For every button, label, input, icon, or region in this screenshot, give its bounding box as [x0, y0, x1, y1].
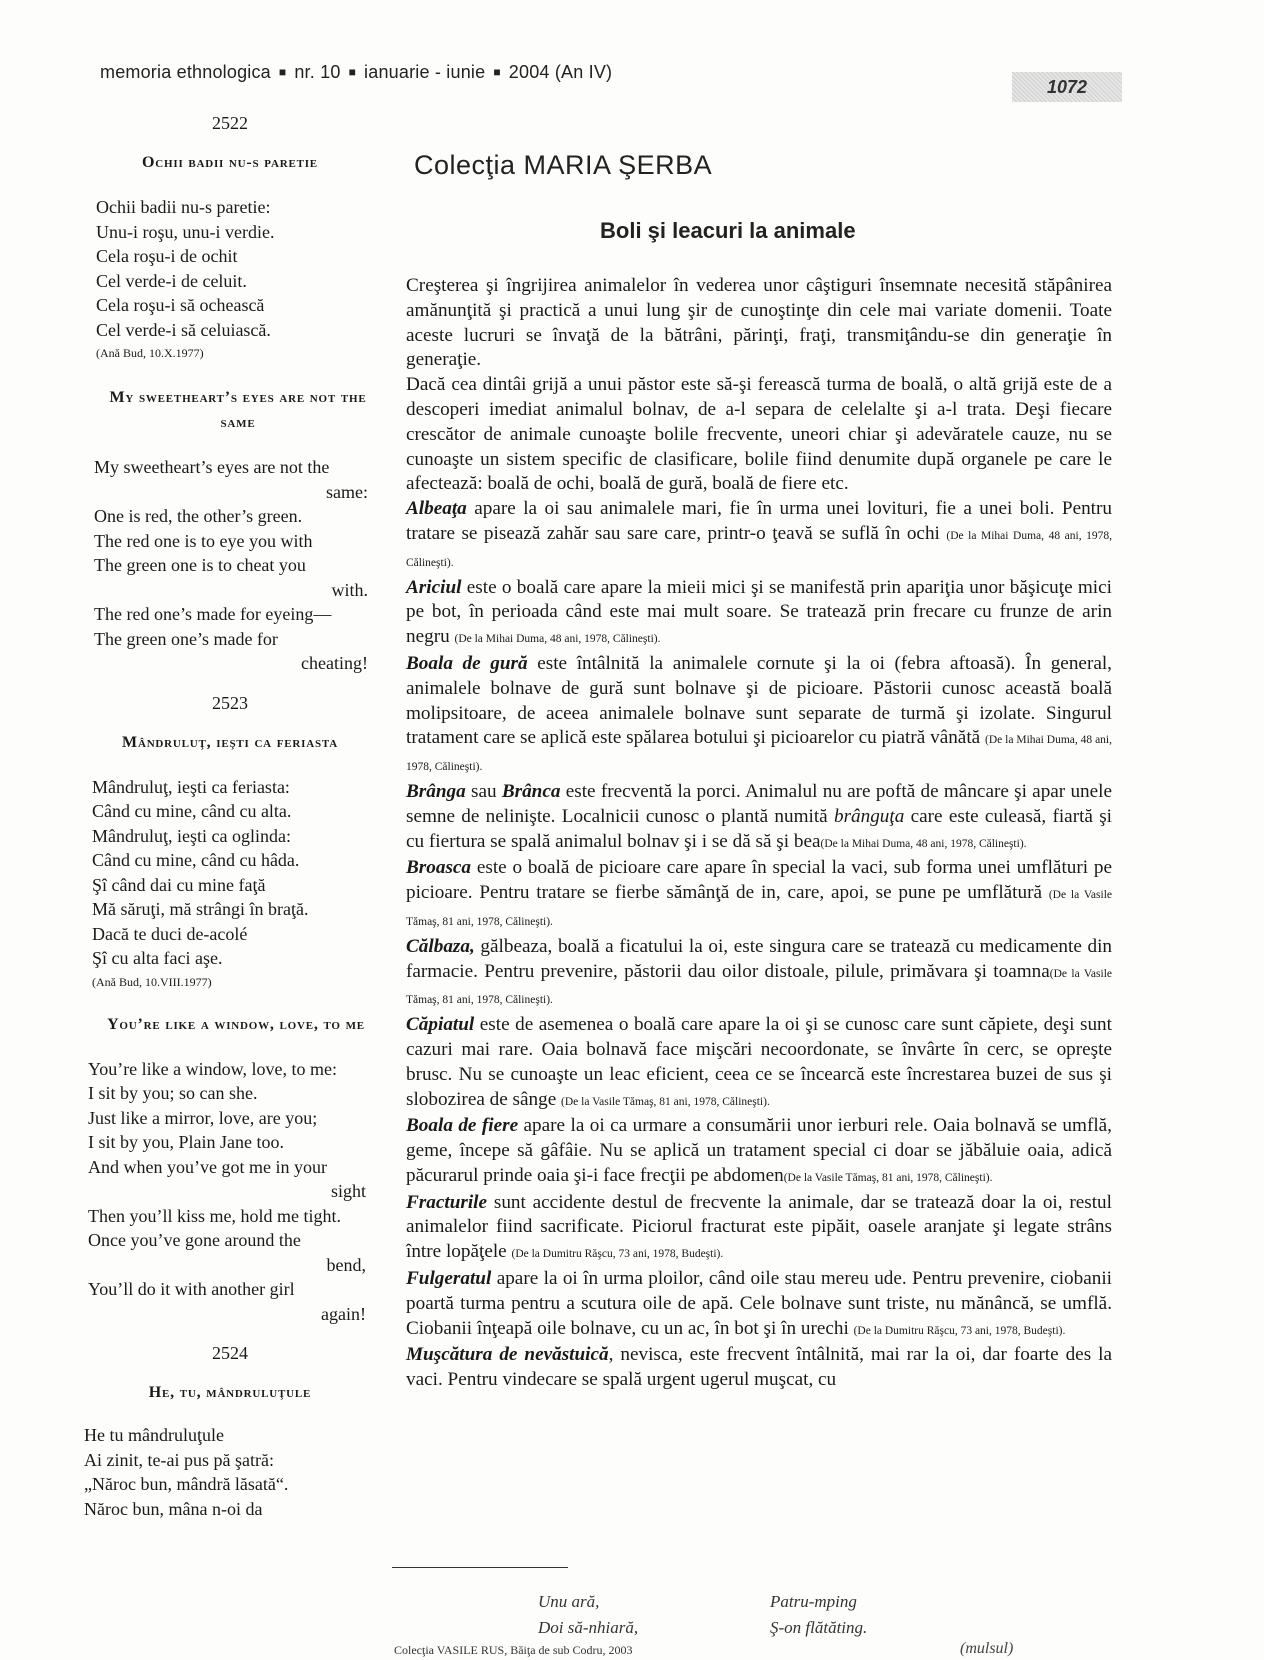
- poem-line: Cela roşu-i de ochit: [96, 246, 238, 266]
- entry-text: care este culeasă, fiartă şi cu fiertura se spală animalul bolnav şi i se dă să şi bea: [406, 805, 1113, 852]
- entry-term: Boala de gură: [406, 652, 528, 674]
- poem-line: cheating!: [301, 653, 368, 673]
- footnote-divider: [392, 1567, 568, 1568]
- entry-fracturile: [406, 1191, 1112, 1267]
- entry-text: este o boală de picioare care apare în special la vaci, sub forma unei umflături pe picioare. Pentru tratare se fierbe sămânţă de in, care, apoi, se pune pe umflătură: [406, 857, 1112, 904]
- entry-term: Broasca: [406, 857, 472, 879]
- entry-term: Muşcătura de nevăstuică: [406, 1344, 609, 1366]
- entry-term: Albeaţa: [406, 498, 467, 520]
- page-number: 1072: [1012, 72, 1122, 102]
- poem-number: 2522: [212, 113, 248, 133]
- poem-line: The red one’s made for eyeing—: [94, 604, 332, 624]
- entry-branga: [406, 780, 1112, 856]
- poem-line: Mândruluţ, ieşti ca oglinda:: [92, 825, 291, 846]
- poem-lines: [80, 1423, 380, 1521]
- entry-source: (De la Mihai Duma, 48 ani, 1978, Călineşti).: [454, 633, 661, 646]
- entry-text: sunt accidente destul de frecvente la animale, dar se tratează doar la oi, restul animalelor fiind sacrificate. Piciorul fracturat este pipăit, oasele aranjate şi legate strâns între lopăţele: [406, 1191, 1112, 1263]
- poem-line: Ochii badii nu-s paretie:: [96, 197, 271, 217]
- poem-line: bend,: [326, 1254, 366, 1275]
- poem-line: Mă săruţi, mă strângi în braţă.: [92, 899, 309, 919]
- poem-line: Mândruluţ, ieşti ca feriasta:: [92, 776, 290, 797]
- collection-title: Colecţia MARIA ŞERBA: [414, 150, 713, 180]
- poem-line: Când cu mine, când cu hâda.: [92, 850, 300, 870]
- poem-line: Just like a mirror, love, are you;: [88, 1107, 318, 1128]
- entry-calbaza: [406, 935, 1112, 1013]
- entry-source: (De la Vasile Tămaş, 81 ani, 1978, Călineşti).: [561, 1095, 770, 1108]
- entry-text: , nevisca, este frecvent întâlnită, mai rar la oi, dar foarte des la vaci. Pentru vindecare se spală urgent ugerul muşcat, cu: [406, 1344, 1112, 1391]
- entry-term: Brânca: [501, 780, 561, 802]
- entry-source: (De la Mihai Duma, 48 ani, 1978, Călineşti).: [406, 529, 1112, 569]
- entry-text: este o boală care apare la mieii mici şi se manifestă prin apariţia unor băşicuţe mici pe bot, în perioada când este mai mult soare. Se tratează prin frecare cu frunze de arin negru: [406, 576, 1112, 648]
- poem-line: The green one’s made for: [94, 628, 278, 649]
- entry-source: (De la Vasile Tămaş, 81 ani, 1978, Călineşti).: [406, 967, 1112, 1007]
- running-header: [100, 62, 612, 83]
- poem-line: You’ll do it with another girl: [88, 1279, 295, 1299]
- poem-line: same:: [326, 481, 368, 502]
- poem-line: My sweetheart’s eyes are not the: [94, 457, 330, 477]
- entry-text: apare la oi ca urmare a consumării unor ierburi rele. Oaia bolnavă se umflă, geme, începe să gâfâie. Nu se aplică un tratament special ci doar se jăbăluie oaia, adică păcurarul prinde oaia şi-i face frecţii pe abdomen: [406, 1115, 1112, 1186]
- footnote-answer: (mulsul): [960, 1640, 1014, 1657]
- poem-line: „Năroc bun, mândră lăsată“.: [84, 1474, 289, 1494]
- entry-broasca: [406, 856, 1112, 934]
- poem-line: Once you’ve gone around the: [88, 1230, 301, 1250]
- entry-text: apare la oi sau animalele mari, fie în urma unei lovituri, fie a unei boli. Pentru tratare se pisează zahăr sau sare care, printr-o ţeavă se suflă în ochi: [406, 498, 1112, 544]
- poem-line: I sit by you; so can she.: [88, 1083, 258, 1103]
- paragraph: Dacă cea dintâi grijă a unui păstor este să-şi ferească turma de boală, o altă grijă este de a descoperi imediat animalul bolnav, de a-l separa de celelalte şi a-l trata. Deşi fiecare crescător de animale cunoaşte bolile frecvente, uneori chiar şi adevăratele cauze, nu se cunoaşte un sistem specific de clasificare, bolile fiind denumite după organele pe care le afectează: boală de ochi, boală de gură, boală de fiere etc.: [406, 374, 1112, 495]
- poem-number: 2523: [212, 692, 248, 713]
- article-title: Boli şi leacuri la animale: [600, 218, 856, 243]
- entry-source: (De la Dumitru Răşcu, 73 ani, 1978, Budeşti).: [853, 1324, 1066, 1337]
- poem-line: You’re like a window, love, to me:: [88, 1058, 337, 1079]
- entry-boala-de-gura: [406, 652, 1112, 780]
- entry-capiatul: [406, 1013, 1112, 1114]
- poem-line: Unu-i roşu, unu-i verdie.: [96, 221, 275, 242]
- entry-source: (De la Vasile Tămaş, 81 ani, 1978, Călineşti).: [406, 889, 1112, 928]
- footnote-riddle-left: [538, 1589, 638, 1641]
- issue-number: nr. 10: [294, 62, 341, 82]
- poem-line: Then you’ll kiss me, hold me tight.: [88, 1205, 341, 1226]
- entry-source: (De la Dumitru Răşcu, 73 ani, 1978, Budeşti).: [511, 1248, 724, 1261]
- entry-term: Boala de fiere: [406, 1115, 519, 1137]
- poem-line: And when you’ve got me in your: [88, 1156, 327, 1177]
- riddle-line: Unu ară,: [538, 1592, 600, 1611]
- footnote-riddle-right: [770, 1589, 867, 1641]
- poem-source: (Ană Bud, 10.X.1977): [96, 346, 204, 360]
- entry-text: gălbeaza, boală a ficatului la oi, este singura care se tratează cu medicamente din farmacie. Pentru prevenire, păstorii dau oilor distoale, pilule, primăvara şi toamna: [406, 935, 1112, 982]
- poem-line: He tu mândruluţule: [84, 1425, 224, 1445]
- footnote-source: Colecţia VASILE RUS, Băiţa de sub Codru, 2003: [394, 1643, 633, 1657]
- entry-term: Fracturile: [406, 1191, 488, 1213]
- riddle-line: Ş-on flătăting.: [770, 1618, 868, 1637]
- poem-source: (Ană Bud, 10.VIII.1977): [92, 974, 212, 989]
- poem-line: Cela roşu-i să ochească: [96, 295, 265, 315]
- poem-translation-lines: [80, 1057, 380, 1327]
- poem-title: He, tu, mândruluţule: [148, 1384, 312, 1401]
- entry-term: Ariciul: [406, 576, 462, 598]
- entry-ariciul: [406, 576, 1112, 652]
- plant-name: brânguţa: [833, 805, 905, 827]
- entry-fulgeratul: [406, 1267, 1112, 1343]
- riddle-line: Patru-mping: [770, 1592, 857, 1611]
- poem-line: again!: [321, 1303, 366, 1324]
- entry-muscatura: [406, 1343, 1112, 1393]
- paragraph: Creşterea şi îngrijirea animalelor în vederea unor câştiguri însemnate necesită stăpânirea amănunţită şi practică a unui lung şir de cunoştinţe din cele mai variate domenii. Toate aceste lucruri se învaţă de la bătrâni, părinţi, fraţi, transmiţându-se din generaţie în generaţie.: [406, 275, 1112, 371]
- entry-albeata: [406, 497, 1112, 575]
- poem-line: The green one is to cheat you: [94, 555, 306, 575]
- poem-line: I sit by you, Plain Jane too.: [88, 1132, 284, 1152]
- issue-period: ianuarie - iunie: [364, 62, 486, 82]
- poem-line: The red one is to eye you with: [94, 530, 313, 551]
- poem-line: Cel verde-i de celuit.: [96, 270, 247, 291]
- poem-lines: [80, 775, 380, 971]
- entry-term: Călbaza,: [406, 935, 475, 957]
- poems-column: [80, 110, 380, 1521]
- poem-line: Năroc bun, mâna n-oi da: [84, 1498, 263, 1519]
- poem-line: with.: [331, 579, 368, 600]
- journal-name: memoria ethnologica: [100, 62, 271, 82]
- poem-line: Când cu mine, când cu alta.: [92, 801, 292, 821]
- entry-text: este întâlnită la animalele cornute şi la oi (febra aftoasă). În general, animalele bolnave de gură sunt bolnave şi de picioare. Păstorii cunosc această boală molipsitoare, de aceea animalele bolnave sunt separate de turmă şi izolate. Singurul tratament care se aplică este spălarea botului şi picioarelor cu piatră vânătă: [406, 652, 1112, 749]
- separator-icon: ■: [493, 65, 501, 79]
- poem-title-translation: You’re like a window, love, to me: [107, 1015, 365, 1033]
- riddle-line: Doi să-nhiară,: [538, 1618, 639, 1637]
- poem-title: Mândruluţ, ieşti ca feriasta: [122, 733, 338, 751]
- poem-line: Şî cu alta faci aşe.: [92, 948, 223, 968]
- poem-line: sight: [330, 1181, 366, 1201]
- poem-line: One is red, the other’s green.: [94, 506, 303, 526]
- separator-icon: ■: [278, 65, 287, 79]
- poem-lines: [80, 195, 380, 342]
- article-body: [406, 274, 1112, 1393]
- entry-term: Fulgeratul: [406, 1268, 492, 1290]
- poem-title-translation: My sweetheart’s eyes are not the same: [109, 389, 367, 431]
- entry-text: este frecventă la porci. Animalul nu are poftă de mâncare şi apar unele semne de nelinişte. Localnicii cunosc o plantă numită: [406, 780, 1113, 827]
- separator-icon: ■: [348, 65, 357, 79]
- entry-source: (De la Mihai Duma, 48 ani, 1978, Călineşti).: [820, 837, 1027, 850]
- poem-title: Ochii badii nu-s paretie: [142, 154, 318, 171]
- poem-translation-lines: [80, 455, 380, 676]
- entry-source: (De la Vasile Tămaş, 81 ani, 1978, Călineşti).: [783, 1171, 993, 1184]
- entry-source: (De la Mihai Duma, 48 ani, 1978, Călineşti).: [406, 734, 1112, 774]
- entry-term: Brânga: [406, 780, 466, 802]
- poem-line: Cel verde-i să celuiască.: [96, 319, 271, 340]
- entry-text: apare la oi în urma ploilor, când oile stau mereu ude. Pentru prevenire, ciobanii poartă turma pentru a scutura oile de apă. Cele bolnave sunt triste, nu mănâncă, se umflă. Ciobanii înţeapă oile bolnave, cu un ac, în bot şi în urechi: [406, 1268, 1112, 1339]
- poem-number: 2524: [212, 1343, 248, 1363]
- entry-text: sau: [465, 780, 502, 802]
- poem-line: Şî când dai cu mine faţă: [92, 874, 266, 895]
- entry-term: Căpiatul: [406, 1014, 475, 1036]
- poem-line: Dacă te duci de-acolé: [92, 923, 248, 944]
- entry-text: este de asemenea o boală care apare la oi şi se cunosc care sunt căpiete, deşi sunt cazuri mai rare. Oaia bolnavă face mişcări necoordonate, se învârte în cerc, se opreşte brusc. Nu se cunoaşte un leac eficient, ceea ce se încearcă este încrestarea buzei de sus şi slobozirea de sânge: [406, 1014, 1112, 1110]
- issue-year: 2004 (An IV): [508, 62, 613, 82]
- entry-boala-de-fiere: [406, 1114, 1112, 1190]
- poem-line: Ai zinit, te-ai pus pă şatră:: [84, 1449, 274, 1470]
